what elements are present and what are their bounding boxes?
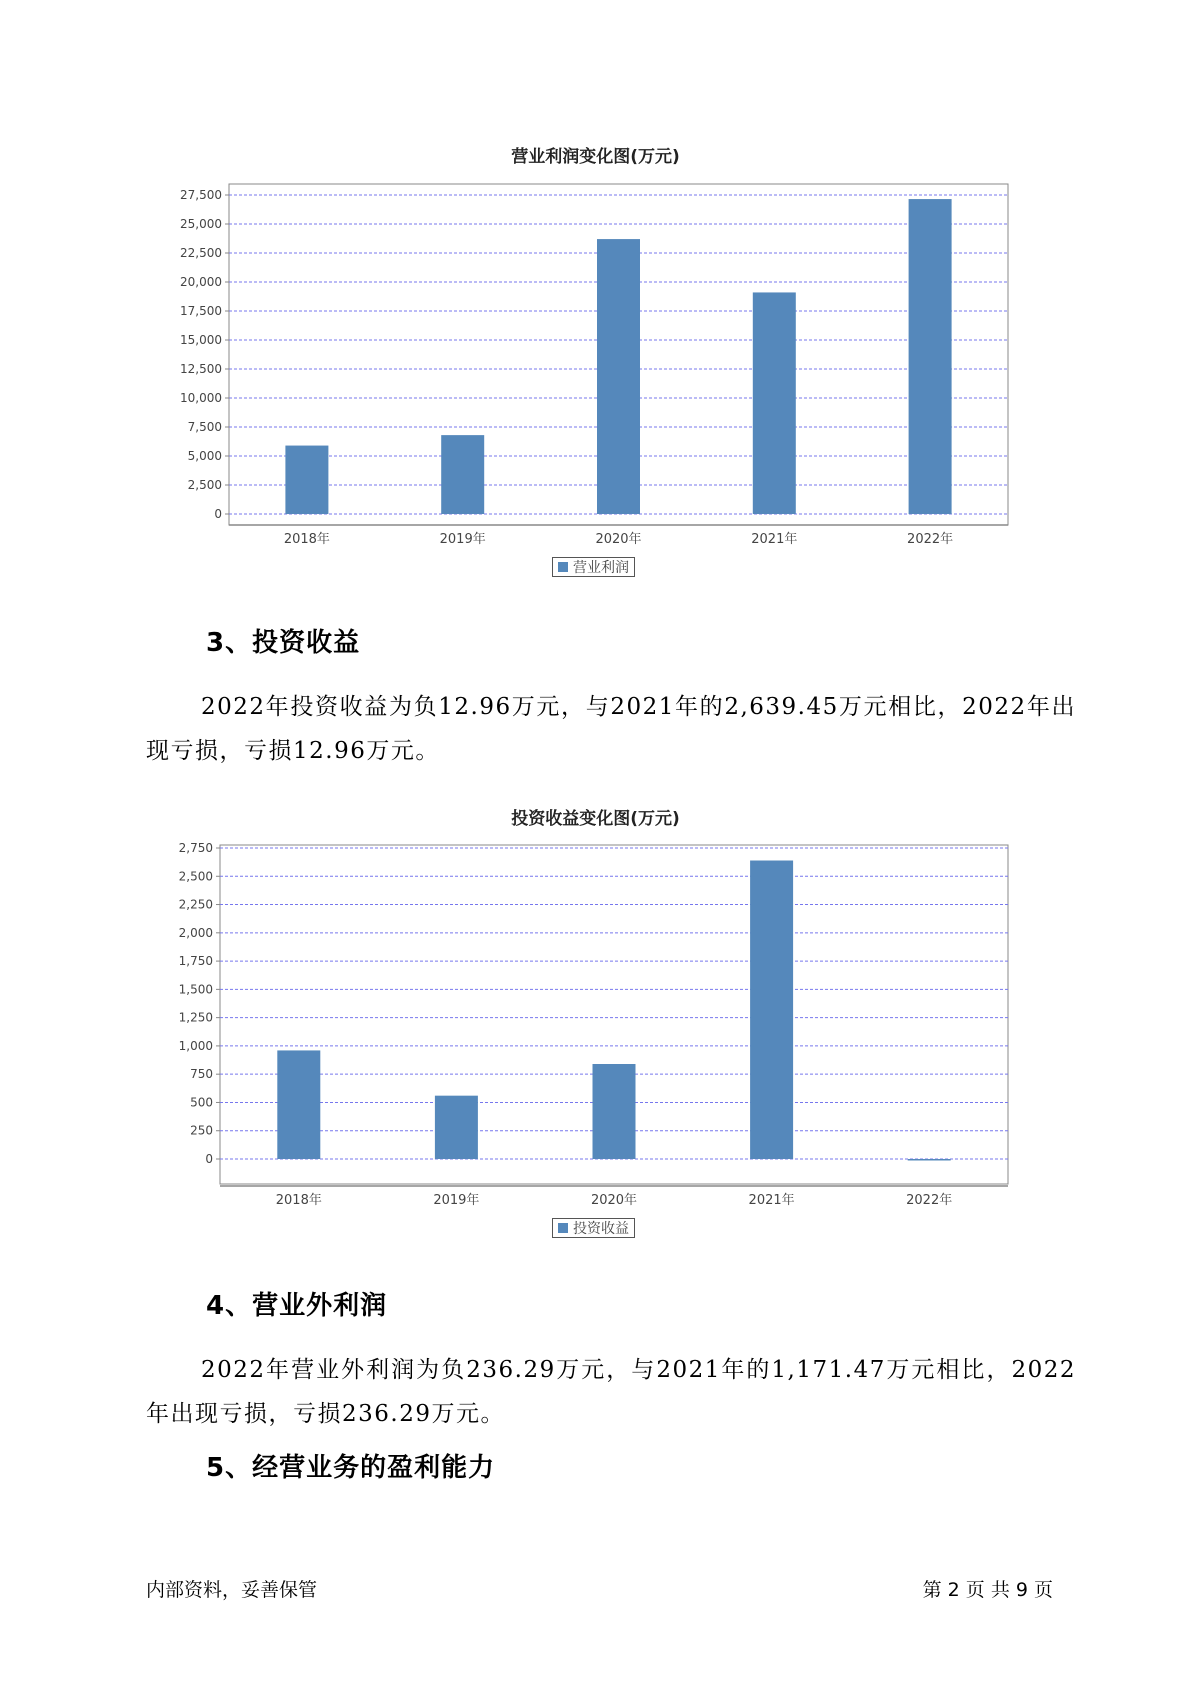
section3-heading: 3、投资收益 <box>206 628 361 658</box>
chart2-bar <box>593 1064 636 1159</box>
chart1-y-tick-label: 20,000 <box>180 275 222 289</box>
chart1-y-tick-label: 7,500 <box>187 420 222 434</box>
chart2-bar <box>277 1050 320 1159</box>
chart1-x-tick-label: 2022年 <box>907 532 954 547</box>
chart1-x-tick-label: 2021年 <box>751 532 798 547</box>
section5-heading: 5、经营业务的盈利能力 <box>206 1453 496 1483</box>
chart1-y-tick-label: 17,500 <box>180 304 222 318</box>
chart1-x-tick-label: 2019年 <box>439 532 486 547</box>
chart2-x-tick-label: 2020年 <box>590 1193 638 1208</box>
chart2-y-tick-label: 0 <box>205 1152 213 1166</box>
chart1-y-tick-label: 12,500 <box>180 362 222 376</box>
chart2-legend <box>552 1218 635 1238</box>
chart2-y-tick-label: 250 <box>190 1123 213 1138</box>
chart1-y-tick-label: 5,000 <box>187 449 222 463</box>
chart2-y-tick-label: 1,000 <box>178 1038 213 1053</box>
chart2-legend-swatch <box>558 1223 568 1233</box>
chart1-y-tick-label: 0 <box>214 507 222 521</box>
chart1-y-tick-label: 22,500 <box>180 246 222 260</box>
chart2-bar <box>750 861 793 1159</box>
chart1-y-tick-label: 27,500 <box>180 188 222 202</box>
chart1-y-tick-label: 25,000 <box>180 217 222 231</box>
section4-heading: 4、营业外利润 <box>206 1291 388 1321</box>
chart2-x-tick-label: 2021年 <box>748 1193 795 1208</box>
chart2-y-tick-label: 1,500 <box>178 982 213 997</box>
chart1-y-tick-label: 2,500 <box>187 478 222 492</box>
chart1-legend-label: 营业利润 <box>573 560 629 576</box>
chart2-y-tick-label: 1,750 <box>178 954 213 969</box>
chart2-legend-label: 投资收益 <box>573 1221 629 1237</box>
chart2-y-tick-label: 2,500 <box>178 869 213 884</box>
chart2-title: 投资收益变化图(万元) <box>511 809 680 829</box>
chart1-y-tick-label: 10,000 <box>180 391 222 405</box>
chart2-y-tick-label: 500 <box>190 1095 213 1110</box>
section3-paragraph: 2022年投资收益为负12.96万元，与2021年的2,639.45万元相比，2022年出现亏损，亏损12.96万元。 <box>146 694 1076 764</box>
chart1-title: 营业利润变化图(万元) <box>511 147 680 167</box>
footer-left: 内部资料，妥善保管 <box>146 1579 318 1601</box>
chart2-y-tick-label: 2,250 <box>178 897 213 912</box>
footer-page-number: 第 2 页 共 9 页 <box>922 1579 1053 1601</box>
chart1-y-tick-label: 15,000 <box>180 333 222 347</box>
chart2-y-tick-label: 1,250 <box>178 1010 213 1025</box>
chart2-y-tick-label: 750 <box>190 1067 213 1082</box>
chart2-bar <box>435 1096 478 1159</box>
chart1-x-tick-label: 2020年 <box>595 532 642 547</box>
section4-paragraph: 2022年营业外利润为负236.29万元，与2021年的1,171.47万元相比，2022年出现亏损，亏损236.29万元。 <box>146 1357 1076 1427</box>
chart1-x-tick-label: 2018年 <box>283 532 330 547</box>
chart2-y-tick-label: 2,750 <box>178 841 213 855</box>
chart2-bar <box>908 1159 951 1161</box>
chart2-x-tick-label: 2019年 <box>433 1193 480 1208</box>
chart2-x-tick-label: 2018年 <box>275 1193 322 1208</box>
chart2-x-tick-label: 2022年 <box>906 1193 953 1208</box>
chart2-y-tick-label: 2,000 <box>178 925 213 940</box>
